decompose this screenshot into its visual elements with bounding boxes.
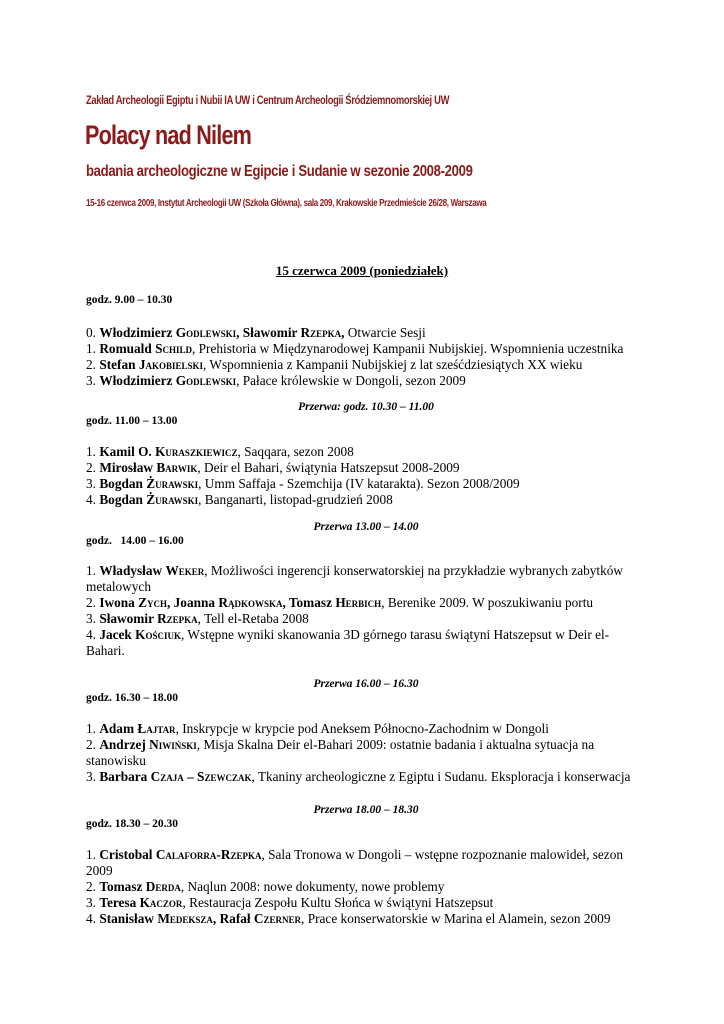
talk-item: 2. Andrzej Niwiński, Misja Skalna Deir el-Bahari 2009: ostatnie badania i aktualna sytuacja na stanowisku — [86, 737, 595, 768]
event-venue: 15-16 czerwca 2009, Instytut Archeologii UW (Szkoła Główna), sala 209, Krakowskie Przedmieście 26/28, Warszawa — [86, 198, 487, 209]
talk-item: 1. Romuald Schild, Prehistoria w Międzynarodowej Kampanii Nubijskiej. Wspomnienia uczestnika — [86, 341, 624, 356]
talk-list — [86, 847, 646, 927]
session-3 — [86, 534, 646, 691]
talk-item: 3. Bogdan Żurawski, Umm Saffaja - Szemchija (IV katarakta). Sezon 2008/2009 — [86, 476, 520, 491]
session-4 — [86, 691, 646, 817]
talk-item: 1. Kamil O. Kuraszkiewicz, Saqqara, sezon 2008 — [86, 444, 354, 459]
break-label: Przerwa 13.00 – 14.00 — [313, 521, 419, 533]
talk-item: 2. Tomasz Derda, Naqlun 2008: nowe dokumenty, nowe problemy — [86, 879, 445, 894]
talk-list — [86, 444, 646, 508]
session-1 — [86, 293, 646, 414]
day-heading: 15 czerwca 2009 (poniedziałek) — [275, 263, 449, 278]
talk-item: 1. Cristobal Calaforra-Rzepka, Sala Tronowa w Dongoli – wstępne rozpoznanie malowideł, sezon 2009 — [86, 847, 624, 878]
programme — [86, 293, 646, 927]
session-time: godz. 16.30 – 18.00 — [86, 692, 178, 704]
break-label: Przerwa 16.00 – 16.30 — [313, 678, 419, 690]
break-label: Przerwa: godz. 10.30 – 11.00 — [298, 401, 434, 413]
talk-list — [86, 325, 646, 389]
talk-list — [86, 721, 646, 785]
session-time: godz. 11.00 – 13.00 — [86, 415, 178, 427]
session-time: godz. 9.00 – 10.30 — [86, 294, 173, 306]
talk-item: 3. Teresa Kaczor, Restauracja Zespołu Kultu Słońca w świątyni Hatszepsut — [86, 895, 494, 910]
talk-item: 1. Adam Łajtar, Inskrypcje w krypcie pod Aneksem Północno-Zachodnim w Dongoli — [86, 721, 549, 736]
talk-item: 2. Iwona Zych, Joanna Rądkowska, Tomasz Herbich, Berenike 2009. W poszukiwaniu portu — [86, 595, 594, 610]
institute-header: Zakład Archeologii Egiptu i Nubii IA UW i Centrum Archeologii Śródziemnomorskiej UW — [86, 93, 450, 107]
talk-item: 4. Stanisław Medeksza, Rafał Czerner, Prace konserwatorskie w Marina el Alamein, sezon 2009 — [86, 911, 611, 926]
talk-item: 1. Władysław Weker, Możliwości ingerencji konserwatorskiej na przykładzie wybranych zabytków metalowych — [86, 563, 623, 594]
event-subtitle: badania archeologiczne w Egipcie i Sudanie w sezonie 2008-2009 — [86, 163, 473, 180]
break-label: Przerwa 18.00 – 18.30 — [313, 804, 419, 816]
session-2 — [86, 414, 646, 534]
session-time: godz. 18.30 – 20.30 — [86, 818, 178, 830]
session-5 — [86, 817, 646, 927]
talk-item: 3. Barbara Czaja – Szewczak, Tkaniny archeologiczne z Egiptu i Sudanu. Eksploracja i konserwacja — [86, 769, 631, 784]
event-title: Polacy nad Nilem — [85, 120, 252, 150]
talk-item: 3. Sławomir Rzepka, Tell el-Retaba 2008 — [86, 611, 309, 626]
talk-item: 4. Bogdan Żurawski, Banganarti, listopad-grudzień 2008 — [86, 492, 393, 507]
talk-item: 3. Włodzimierz Godlewski, Pałace królewskie w Dongoli, sezon 2009 — [86, 373, 466, 388]
talk-item: 2. Stefan Jakobielski, Wspomnienia z Kampanii Nubijskiej z lat sześćdziesiątych XX wieku — [86, 357, 583, 372]
talk-item: 4. Jacek Kościuk, Wstępne wyniki skanowania 3D górnego tarasu świątyni Hatszepsut w Deir el-Bahari. — [86, 627, 610, 658]
session-time: godz. 14.00 – 16.00 — [86, 535, 184, 547]
talk-item: 0. Włodzimierz Godlewski, Sławomir Rzepka, Otwarcie Sesji — [86, 325, 426, 340]
talk-item: 2. Mirosław Barwik, Deir el Bahari, świątynia Hatszepsut 2008-2009 — [86, 460, 460, 475]
talk-list — [86, 563, 646, 659]
